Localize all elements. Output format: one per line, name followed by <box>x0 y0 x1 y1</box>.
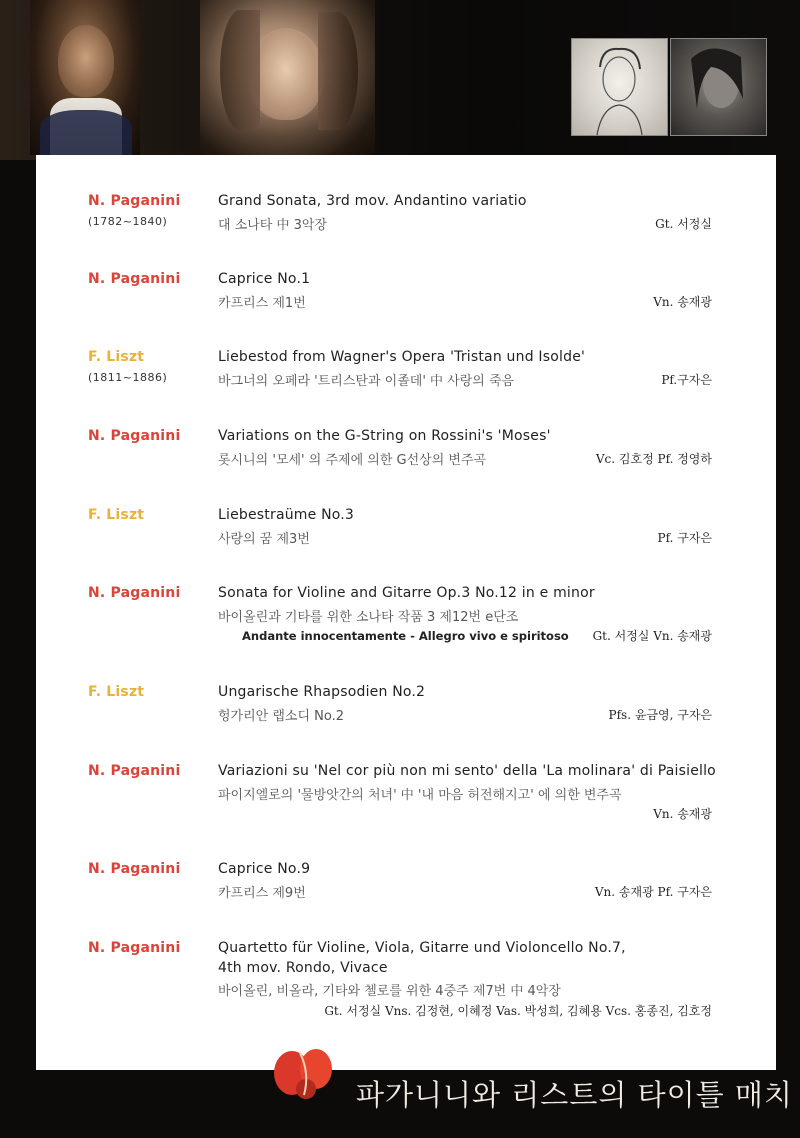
composer-name: N. Paganini <box>88 763 181 779</box>
performer: Vn. 송재광 Pf. 구자은 <box>594 885 712 899</box>
piece-title: Variazioni su 'Nel cor più non mi sento' della 'La molinara' di Paisiello <box>218 763 716 779</box>
piece-korean-title: 바이올린과 기타를 위한 소나타 작품 3 제12번 e단조 <box>218 610 519 625</box>
paganini-sketch-thumbnail <box>571 38 668 136</box>
composer-years: (1782~1840) <box>88 215 168 228</box>
composer-name: F. Liszt <box>88 684 145 700</box>
liszt-photo-thumbnail <box>670 38 767 136</box>
piece-title: Variations on the G-String on Rossini's 'Moses' <box>218 428 551 444</box>
paganini-portrait <box>30 0 140 155</box>
piece-title: Sonata for Violine and Gitarre Op.3 No.12 in e minor <box>218 585 595 601</box>
performer: Gt. 서정실 Vn. 송재광 <box>592 629 712 643</box>
piece-title: Liebestod from Wagner's Opera 'Tristan und Isolde' <box>218 349 586 365</box>
composer-name: F. Liszt <box>88 507 145 523</box>
piece-korean-title: 바이올린, 비올라, 기타와 첼로를 위한 4중주 제7번 中 4악장 <box>218 984 561 999</box>
piece-title: Quartetto für Violine, Viola, Gitarre und Violoncello No.7, <box>218 940 626 956</box>
tempo-marking: Andante innocentamente - Allegro vivo e spiritoso <box>242 629 569 643</box>
composer-name: N. Paganini <box>88 428 181 444</box>
composer-name: N. Paganini <box>88 193 181 209</box>
composer-name: N. Paganini <box>88 585 181 601</box>
performer: Pfs. 윤금영, 구자은 <box>608 708 712 722</box>
composer-name: N. Paganini <box>88 940 181 956</box>
piece-title: Grand Sonata, 3rd mov. Andantino variatio <box>218 193 527 209</box>
program-panel <box>36 155 776 1070</box>
composer-name: N. Paganini <box>88 861 181 877</box>
piece-title: Ungarische Rhapsodien No.2 <box>218 684 426 700</box>
butterfly-ornament-icon <box>270 1043 366 1103</box>
performer: Pf.구자은 <box>661 373 712 387</box>
piece-korean-title: 카프리스 제1번 <box>218 296 306 311</box>
piece-korean-title: 헝가리안 랩소디 No.2 <box>218 709 345 724</box>
piece-korean-title: 대 소나타 中 3악장 <box>218 218 328 233</box>
liszt-portrait <box>200 0 375 158</box>
piece-korean-title: 카프리스 제9번 <box>218 886 306 901</box>
performer: Vn. 송재광 <box>653 807 712 821</box>
composer-years: (1811~1886) <box>88 371 168 384</box>
footer-title: 파가니니와 리스트의 타이틀 매치 <box>356 1078 793 1112</box>
piece-title-line2: 4th mov. Rondo, Vivace <box>218 960 388 976</box>
piece-korean-title: 바그너의 오페라 '트리스탄과 이졸데' 中 사랑의 죽음 <box>218 374 515 389</box>
piece-korean-title: 파이지엘로의 '물방앗간의 처녀' 中 '내 마음 허전해지고' 에 의한 변주곡 <box>218 788 622 803</box>
performer: Gt. 서정실 Vns. 김정현, 이혜정 Vas. 박성희, 김혜용 Vcs. 홍종진, 김호정 <box>324 1004 712 1018</box>
performer: Gt. 서정실 <box>655 217 712 231</box>
piece-title: Caprice No.1 <box>218 271 311 287</box>
composer-name: F. Liszt <box>88 349 145 365</box>
performer: Vn. 송재광 <box>653 295 712 309</box>
piece-title: Liebestraüme No.3 <box>218 507 355 523</box>
composer-name: N. Paganini <box>88 271 181 287</box>
performer: Pf. 구자은 <box>657 531 712 545</box>
piece-title: Caprice No.9 <box>218 861 311 877</box>
piece-korean-title: 사랑의 꿈 제3번 <box>218 532 310 547</box>
piece-korean-title: 롯시니의 '모세' 의 주제에 의한 G선상의 변주곡 <box>218 453 487 468</box>
performer: Vc. 김호정 Pf. 정영하 <box>595 452 712 466</box>
